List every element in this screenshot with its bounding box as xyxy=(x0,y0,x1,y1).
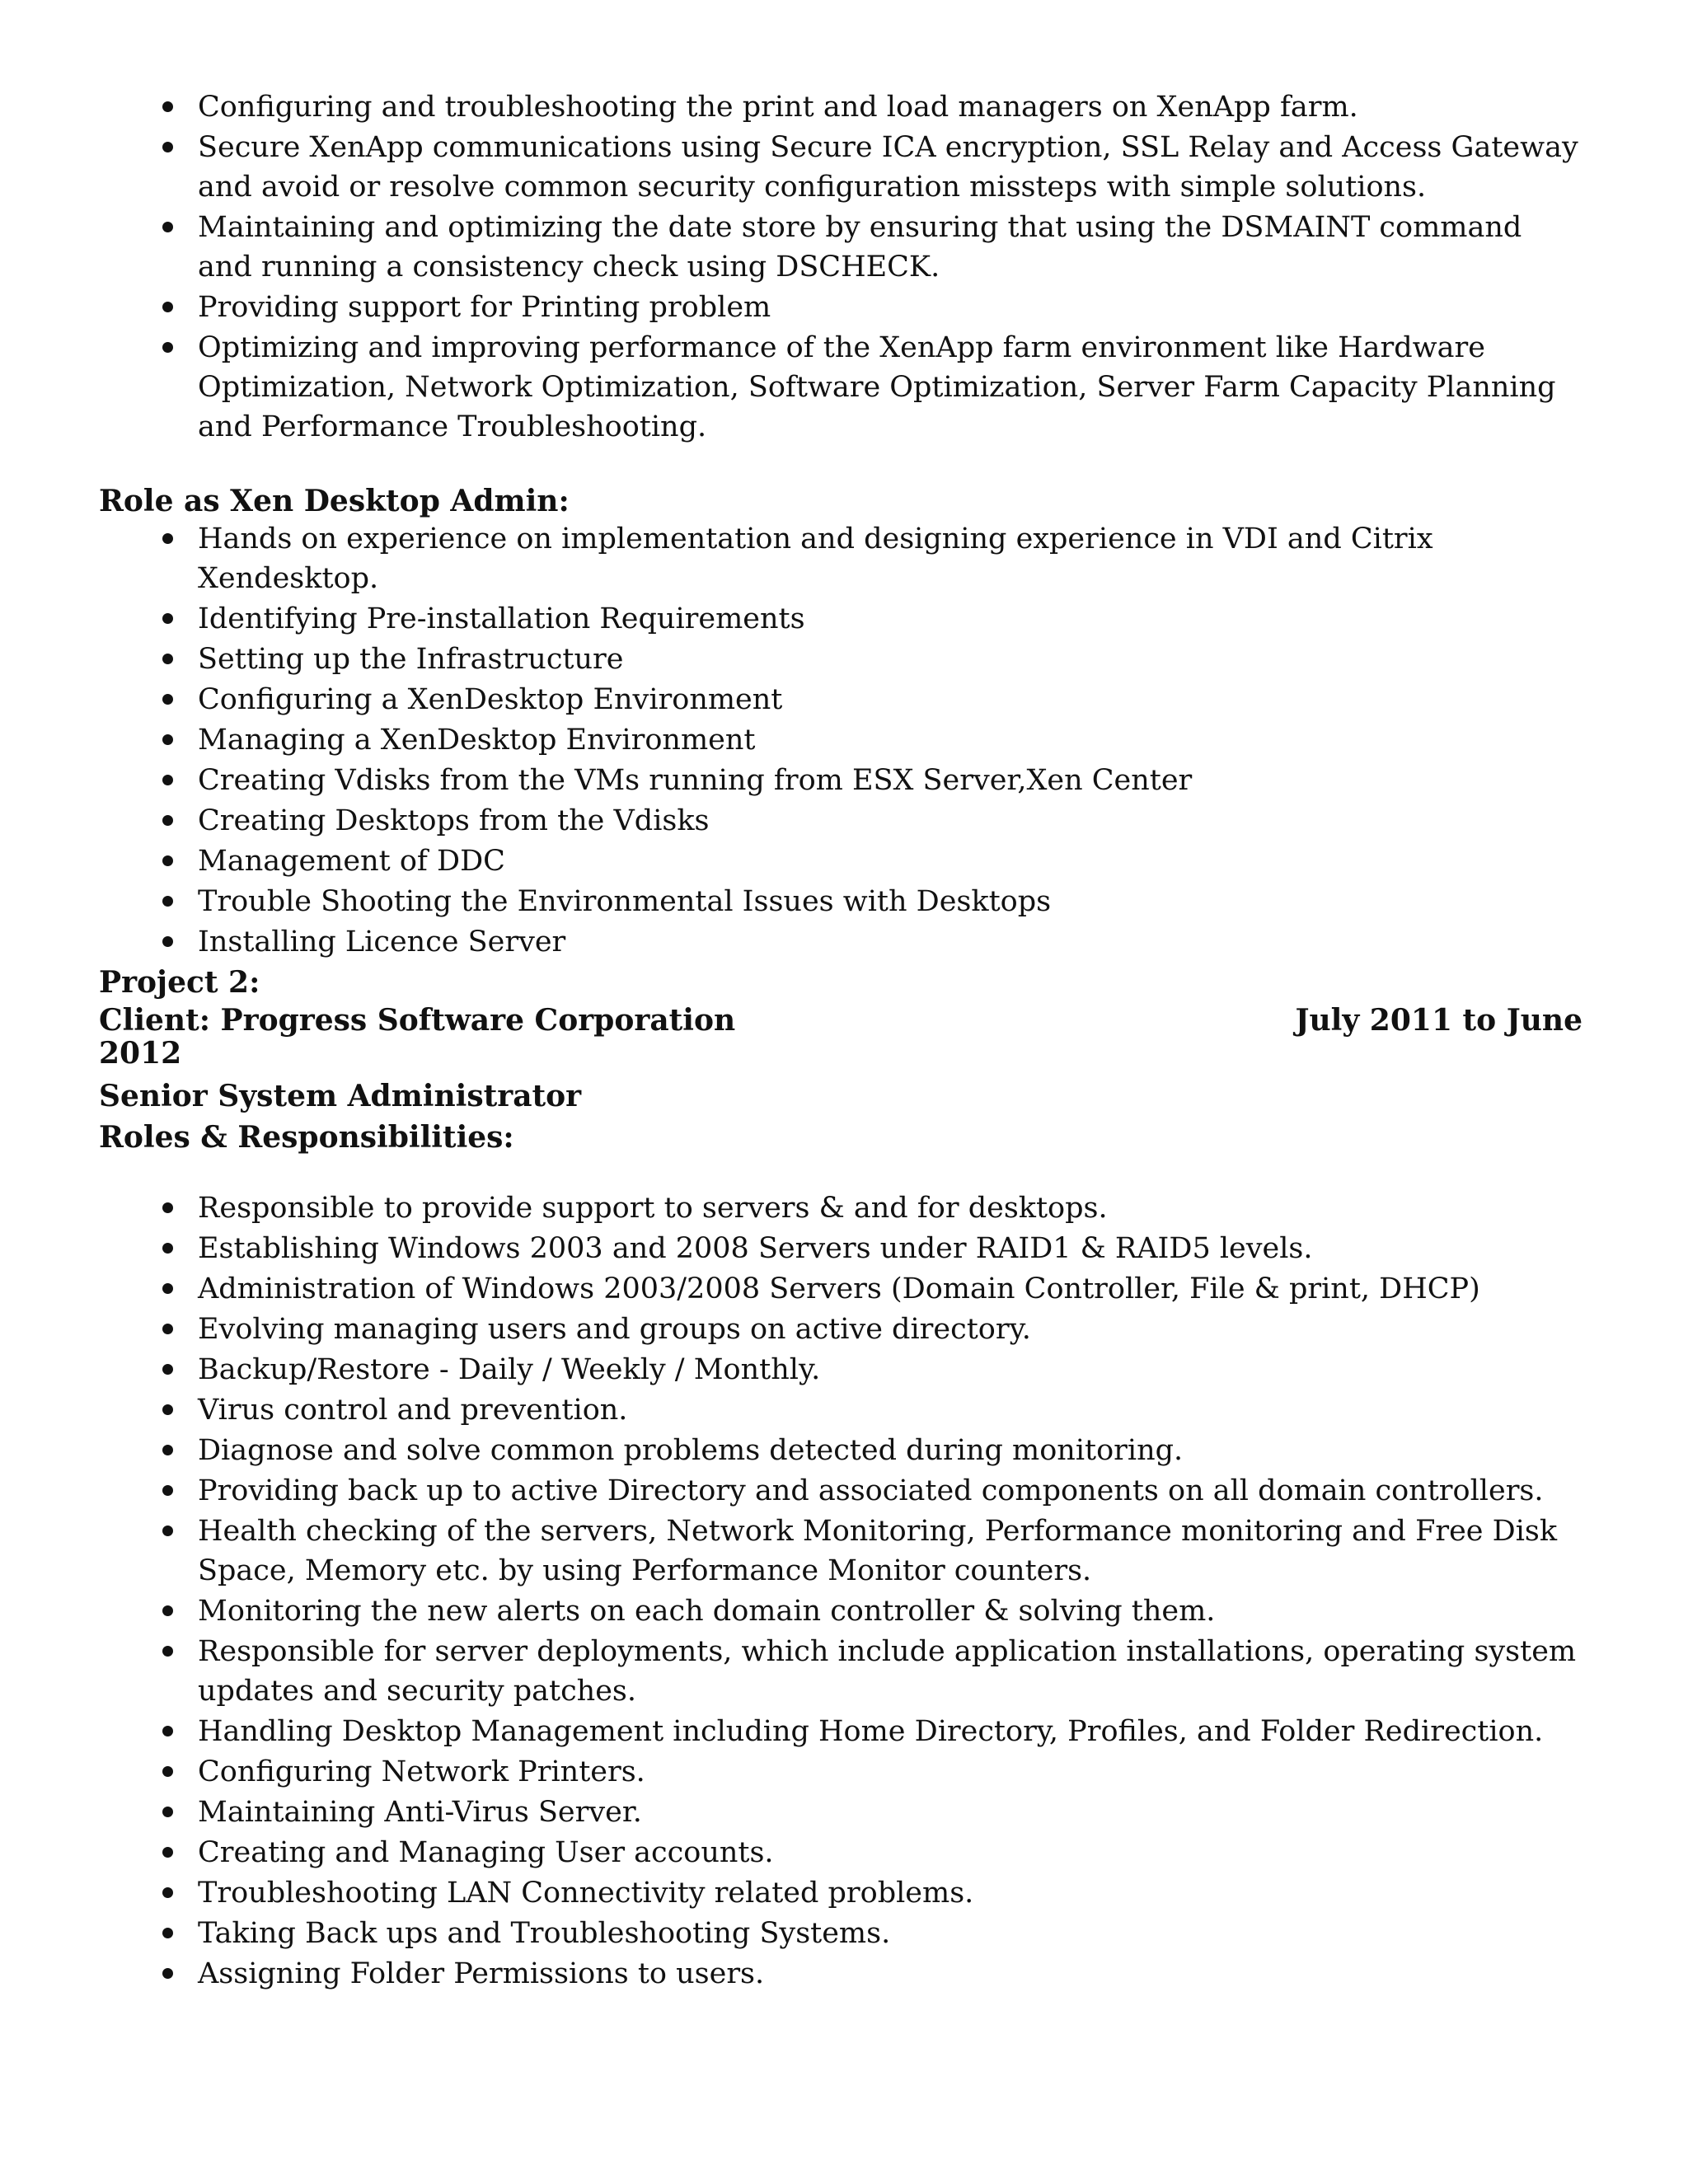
list-item xyxy=(198,1752,1582,1792)
list-item xyxy=(198,1188,1582,1228)
list-item xyxy=(198,128,1582,207)
list-item-text: Backup/Restore - Daily / Weekly / Monthly. xyxy=(198,1353,821,1386)
list-item xyxy=(198,1873,1582,1913)
list-item-text: Taking Back ups and Troubleshooting Systems. xyxy=(198,1917,891,1950)
section-heading: Role as Xen Desktop Admin: xyxy=(99,484,570,518)
bullet-icon xyxy=(162,1605,173,1616)
list-item-text: Configuring Network Printers. xyxy=(198,1755,645,1788)
roles-heading: Roles & Responsibilities: xyxy=(99,1120,514,1155)
bullet-icon xyxy=(162,1283,173,1294)
bullet-icon xyxy=(162,896,173,907)
list-item-text: Health checking of the servers, Network Monitoring, Performance monitoring and Free Disk Space, Memory etc. by using Performance Monitor counters. xyxy=(198,1515,1558,1587)
list-item xyxy=(198,599,1582,639)
bullet-icon xyxy=(162,1968,173,1979)
list-item-text: Creating Vdisks from the VMs running from ESX Server,Xen Center xyxy=(198,764,1193,797)
list-item-text: Configuring and troubleshooting the print and load managers on XenApp farm. xyxy=(198,91,1358,124)
list-item xyxy=(198,1310,1582,1349)
list-item xyxy=(198,87,1582,127)
list-item-text: Management of DDC xyxy=(198,845,505,878)
list-item-text: Configuring a XenDesktop Environment xyxy=(198,683,783,716)
list-item-text: Setting up the Infrastructure xyxy=(198,643,624,676)
list-item xyxy=(198,1793,1582,1832)
bullet-icon xyxy=(162,1485,173,1496)
list-item-text: Hands on experience on implementation and designing experience in VDI and Citrix Xendesktop. xyxy=(198,523,1433,595)
bullet-icon xyxy=(162,1847,173,1858)
list-item xyxy=(198,761,1582,800)
list-item xyxy=(198,841,1582,881)
bullet-icon xyxy=(162,654,173,664)
bullet-icon xyxy=(162,694,173,705)
client-row xyxy=(99,1001,1582,1040)
list-item xyxy=(198,801,1582,841)
bullet-icon xyxy=(162,1726,173,1736)
list-item xyxy=(198,1350,1582,1390)
list-item-text: Monitoring the new alerts on each domain controller & solving them. xyxy=(198,1595,1216,1628)
list-item xyxy=(198,1632,1582,1711)
list-item xyxy=(198,1229,1582,1268)
bullet-icon xyxy=(162,775,173,785)
list-item xyxy=(198,1269,1582,1309)
bullet-icon xyxy=(162,1807,173,1817)
bullet-icon xyxy=(162,101,173,112)
list-item-text: Maintaining and optimizing the date store by ensuring that using the DSMAINT command and running a consistency check using DSCHECK. xyxy=(198,211,1522,284)
list-item-text: Responsible to provide support to servers & and for desktops. xyxy=(198,1192,1108,1225)
list-item xyxy=(198,1511,1582,1591)
list-item xyxy=(198,519,1582,598)
list-item-text: Optimizing and improving performance of the XenApp farm environment like Hardware Optimization, Network Optimization, Software Optimization, Server Farm Capacity Planning and Performance Troubleshooting. xyxy=(198,331,1556,443)
list-item-text: Creating and Managing User accounts. xyxy=(198,1836,774,1869)
list-item-text: Secure XenApp communications using Secure ICA encryption, SSL Relay and Access Gateway and avoid or resolve common security configuration missteps with simple solutions. xyxy=(198,131,1578,204)
bullet-icon xyxy=(162,1202,173,1213)
list-item-text: Responsible for server deployments, which include application installations, operating system updates and security patches. xyxy=(198,1635,1577,1708)
list-item-text: Troubleshooting LAN Connectivity related problems. xyxy=(198,1877,974,1910)
bullet-icon xyxy=(162,1445,173,1455)
job-title: Senior System Administrator xyxy=(99,1079,582,1113)
xenapp-bullet-list xyxy=(198,87,1582,448)
list-item xyxy=(198,720,1582,760)
list-item-text: Maintaining Anti-Virus Server. xyxy=(198,1796,642,1829)
list-item xyxy=(198,1954,1582,1994)
list-item xyxy=(198,1471,1582,1511)
bullet-icon xyxy=(162,815,173,826)
list-item-text: Providing support for Printing problem xyxy=(198,291,771,324)
list-item-text: Managing a XenDesktop Environment xyxy=(198,724,756,757)
bullet-icon xyxy=(162,1364,173,1375)
list-item xyxy=(198,922,1582,962)
list-item xyxy=(198,680,1582,719)
bullet-icon xyxy=(162,533,173,544)
list-item xyxy=(198,1431,1582,1470)
list-item xyxy=(198,640,1582,679)
list-item-text: Creating Desktops from the Vdisks xyxy=(198,804,710,837)
responsibilities-bullet-list xyxy=(198,1188,1582,1994)
bullet-icon xyxy=(162,734,173,745)
list-item-text: Installing Licence Server xyxy=(198,926,566,958)
list-item-text: Assigning Folder Permissions to users. xyxy=(198,1957,765,1990)
bullet-icon xyxy=(162,222,173,232)
list-item xyxy=(198,208,1582,287)
list-item xyxy=(198,288,1582,327)
list-item xyxy=(198,882,1582,921)
bullet-icon xyxy=(162,1243,173,1254)
date-year: 2012 xyxy=(99,1036,182,1071)
bullet-icon xyxy=(162,936,173,947)
bullet-icon xyxy=(162,1928,173,1938)
list-item-text: Handling Desktop Management including Home Directory, Profiles, and Folder Redirection. xyxy=(198,1715,1544,1748)
bullet-icon xyxy=(162,1766,173,1777)
list-item-text: Evolving managing users and groups on active directory. xyxy=(198,1313,1031,1346)
bullet-icon xyxy=(162,1646,173,1657)
list-item-text: Virus control and prevention. xyxy=(198,1394,628,1427)
list-item-text: Providing back up to active Directory and associated components on all domain controllers. xyxy=(198,1474,1544,1507)
bullet-icon xyxy=(162,142,173,152)
bullet-icon xyxy=(162,302,173,312)
project-title: Project 2: xyxy=(99,965,260,1000)
bullet-icon xyxy=(162,342,173,353)
list-item-text: Establishing Windows 2003 and 2008 Servers under RAID1 & RAID5 levels. xyxy=(198,1232,1313,1265)
list-item xyxy=(198,1914,1582,1953)
list-item-text: Identifying Pre-installation Requirements xyxy=(198,602,805,635)
bullet-icon xyxy=(162,1404,173,1415)
list-item xyxy=(198,1833,1582,1872)
bullet-icon xyxy=(162,1324,173,1334)
list-item-text: Trouble Shooting the Environmental Issues with Desktops xyxy=(198,885,1052,918)
xendesktop-bullet-list xyxy=(198,519,1582,963)
client-name: Client: Progress Software Corporation xyxy=(99,1003,736,1038)
list-item xyxy=(198,1712,1582,1751)
list-item xyxy=(198,1390,1582,1430)
bullet-icon xyxy=(162,1887,173,1898)
bullet-icon xyxy=(162,855,173,866)
list-item xyxy=(198,328,1582,447)
list-item-text: Diagnose and solve common problems detected during monitoring. xyxy=(198,1434,1184,1467)
bullet-icon xyxy=(162,1526,173,1536)
bullet-icon xyxy=(162,613,173,624)
list-item-text: Administration of Windows 2003/2008 Servers (Domain Controller, File & print, DHCP) xyxy=(198,1272,1480,1305)
list-item xyxy=(198,1591,1582,1631)
date-range: July 2011 to June xyxy=(1295,1003,1582,1038)
